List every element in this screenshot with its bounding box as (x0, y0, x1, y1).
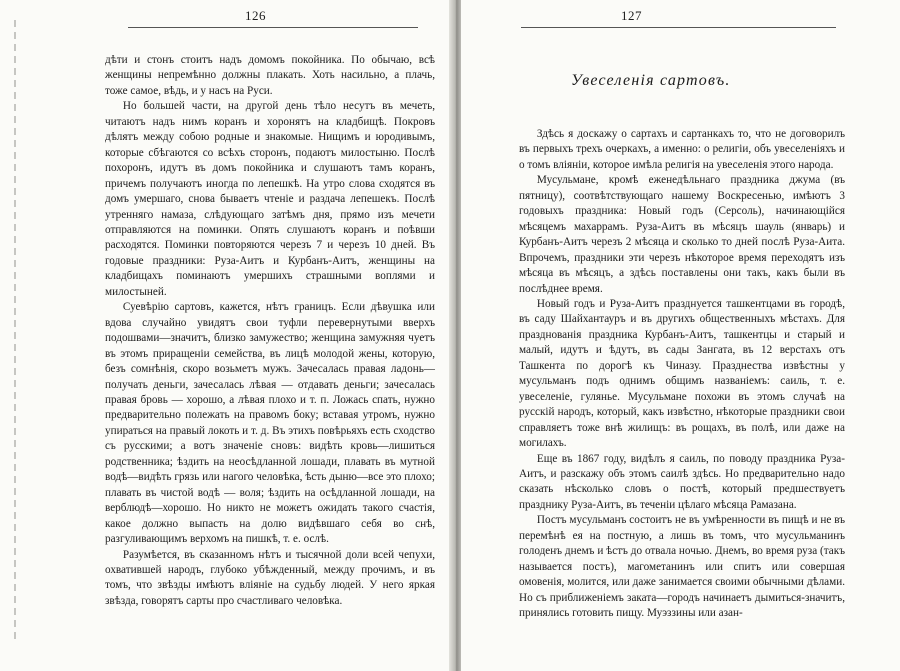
paragraph: Но большей части, на другой день тѣло несутъ въ мечеть, читаютъ надъ нимъ коранъ и хоронятъ на кладбищѣ. Покровъ дѣлятъ между собою родные и знакомые. Нищимъ и юродивымъ, которые сбѣгаются со всѣхъ сторонъ, подаютъ милостыню. Послѣ похоронъ, идутъ въ домъ покойника и слушаютъ тамъ коранъ, причемъ получаютъ иногда по лепешкѣ. На утро слова сходятся въ домъ умершаго, снова бываетъ чтеніе и раздача лепешекъ. Послѣ утренняго намаза, слѣдующаго затѣмъ дня, прямо изъ мечети отправляются на поминки. Опять слушаютъ коранъ и поѣвши расходятся. Поминки повторяются черезъ 7 и черезъ 10 дней. Въ годовые праздники: Руза-Аитъ и Курбанъ-Аитъ, женщины на кладбищахъ поминаютъ умершихъ страшными воплями и милостыней. (105, 100, 435, 298)
page-number: 127 (621, 8, 642, 23)
right-page (461, 0, 900, 671)
paragraph: Разумѣется, въ сказанномъ нѣтъ и тысячной доли всей чепухи, охватившей народъ, глубоко убѣжденный, между прочимъ, и въ томъ, что звѣзды имѣютъ вліяніе на судьбу людей. У него яркая звѣзда, говорятъ сарты про счастливаго человѣка. (105, 548, 435, 607)
page-number: 126 (245, 8, 266, 23)
header-rule (128, 27, 418, 28)
left-body-text (105, 53, 435, 609)
paragraph: Мусульмане, кромѣ еженедѣльнаго праздника джума (въ пятницу), соотвѣтствующаго нашему Воскресенью, имѣютъ 3 годовыхъ праздника: Новый годъ (Серсоль), начинающійся мѣсяцемъ махаррамъ. Руза-Аитъ въ мѣсяцъ шауль (январь) и Курбанъ-Аитъ черезъ 2 мѣсяца и сколько то дней послѣ Руза-Аита. Впрочемъ, праздники эти черезъ нѣкоторое время переходятъ изъ мѣсяца въ мѣсяцъ, а здѣсь поставлены они такъ, какъ были въ послѣднее время. (519, 174, 845, 295)
chapter-title: Увеселенія сартовъ. (571, 72, 731, 89)
paragraph: дѣти и стонъ стоитъ надъ домомъ покойника. По обычаю, всѣ женщины непремѣнно должны плакать. Хоть насильно, а плачь, тоже самое, вѣдь, и у насъ на Руси. (105, 54, 435, 97)
paragraph: Новый годъ и Руза-Аитъ празднуется ташкентцами въ городѣ, въ саду Шайхантауръ и въ другихъ общественныхъ мѣстахъ. Для празднованія праздника Курбанъ-Аитъ, ташкентцы и старый и малый, идутъ и ѣдутъ, въ сады Зангата, въ 12 верстахъ отъ Ташкента по дорогѣ къ Чиназу. Празднества извѣстны у мусульманъ подъ однимъ общимъ названіемъ: саиль, т. е. увеселеніе, гулянье. Мусульмане похожи въ этомъ случаѣ на русскій народъ, который, какъ извѣстно, нѣкоторые праздники свои справляетъ тоже внѣ жилищъ: въ рощахъ, въ полѣ, или даже на могилахъ. (519, 297, 845, 450)
paragraph: Постъ мусульманъ состоитъ не въ умѣренности въ пищѣ и не въ перемѣнѣ ея на постную, а лишь въ томъ, что мусульманинъ голоденъ днемъ и ѣстъ до отвала ночью. Днемъ, во время руза (такъ называется постъ), магометанинъ или спитъ или совершая омовенія, молится, или даже занимается своими обычными дѣлами. Но съ приближеніемъ заката—городъ начинаетъ дымиться-значитъ, принялись готовить пищу. Муэззины или азан- (519, 514, 845, 620)
right-body-text (519, 127, 845, 622)
paragraph: Суевѣрію сартовъ, кажется, нѣтъ границъ. Если дѣвушка или вдова случайно увидятъ свои туфли перевернутыми вверхъ подошвами—значитъ, близко замужество; женщина замужняя чуетъ въ этомъ приращеніи семейства, въ лицѣ молодой жены, которую, безъ сомнѣнія, скоро возьметъ мужъ. Зачесалась правая ладонь—получать деньги, зачесалась лѣвая — отдавать деньги; зачесалась правая бровь — хорошо, а лѣвая плохо и т. п. Ложась спать, нужно предварительно полежать на правомъ боку; вставая утромъ, нужно упираться на правый локоть и т. д. Въ этихъ повѣрьяхъ есть сходство съ русскими; а вотъ значеніе сновъ: видѣть кровь—лишиться родственника; ѣздить на неосѣдланной лошади, плавать въ мутной водѣ—видѣть грязь или нагого человѣка, ѣсть дыню—все это плохо; плавать въ чистой водѣ — воля; ѣздить на осѣдланной лошади, на верблюдѣ—хорошо. Но никто не можетъ ожидать такого счастія, какое должно выпасть на долю видѣвшаго себя во снѣ, разгуливающимъ верхомъ на пишкѣ, т. е. ослѣ. (105, 301, 435, 546)
page-edge-shadow (14, 20, 16, 640)
paragraph: Еще въ 1867 году, видѣлъ я саиль, по поводу праздника Руза-Аитъ, и разскажу объ этомъ саилѣ здѣсь. Но предварительно надо сказать нѣсколько словъ о постѣ, который предшествуетъ празднику Руза-Аитъ, въ теченіи цѣлаго мѣсяца Рамазана. (519, 452, 845, 511)
paragraph: Здѣсь я доскажу о сартахъ и сартанкахъ то, что не договорилъ въ первыхъ трехъ очеркахъ, а именно: о религіи, объ увеселеніяхъ и о томъ вліяніи, которое имѣла религія на увеселенія этого народа. (519, 128, 845, 171)
header-rule (521, 27, 836, 28)
